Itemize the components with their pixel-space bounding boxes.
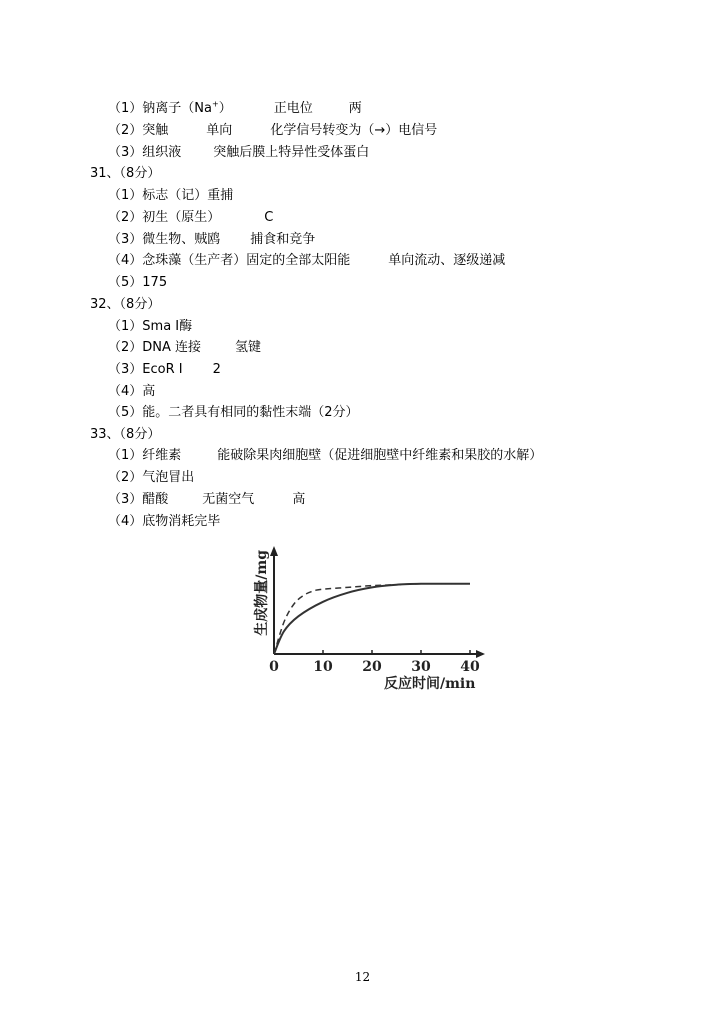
q32-item-3: （3）EcoR Ⅰ 2 (108, 362, 221, 377)
x-axis-label: 反应时间/min (384, 676, 476, 692)
x-tick-label: 40 (460, 659, 480, 675)
q33-heading: 33、（8分） (90, 427, 161, 442)
solid-series-line (274, 584, 470, 654)
q32-heading: 32、（8分） (90, 297, 161, 312)
x-tick-label: 20 (362, 659, 382, 675)
q33-item-1: （1）纤维素 能破除果肉细胞壁（促进细胞壁中纤维素和果胶的水解） (108, 448, 543, 463)
q33-item-4: （4）底物消耗完毕 (108, 514, 221, 529)
dashed-series-line (274, 584, 470, 654)
x-tick-label: 10 (313, 659, 333, 675)
y-axis-arrow (270, 546, 278, 556)
x-tick-label: 0 (269, 659, 279, 675)
y-axis-label: 生成物量/mg (254, 550, 270, 636)
q33-item-3: （3）醋酸 无菌空气 高 (108, 492, 306, 507)
q33-item-2: （2）气泡冒出 (108, 470, 195, 485)
reaction-time-chart (240, 536, 510, 696)
q30-item-2: （2）突触 单向 化学信号转变为（→）电信号 (108, 123, 438, 138)
page-number: 12 (354, 970, 371, 984)
q31-item-3: （3）微生物、贼鸥 捕食和竞争 (108, 232, 316, 247)
q32-item-4: （4）高 (108, 384, 156, 399)
x-tick-label: 30 (411, 659, 431, 675)
q31-item-4: （4）念珠藻（生产者）固定的全部太阳能 单向流动、逐级递减 (108, 253, 506, 268)
q32-item-1: （1）Sma Ⅰ酶 (108, 319, 193, 334)
q30-item-3: （3）组织液 突触后膜上特异性受体蛋白 (108, 145, 370, 160)
x-axis-arrow (476, 650, 485, 658)
q31-item-5: （5）175 (108, 275, 168, 290)
q31-item-1: （1）标志（记）重捕 (108, 188, 234, 203)
q30-item-1: （1）钠离子（Na+） 正电位 两 (108, 99, 362, 116)
q32-item-5: （5）能。二者具有相同的黏性末端（2分） (108, 405, 359, 420)
q32-item-2: （2）DNA 连接 氢键 (108, 340, 262, 355)
q31-heading: 31、（8分） (90, 166, 161, 181)
q31-item-2: （2）初生（原生） C (108, 210, 274, 225)
